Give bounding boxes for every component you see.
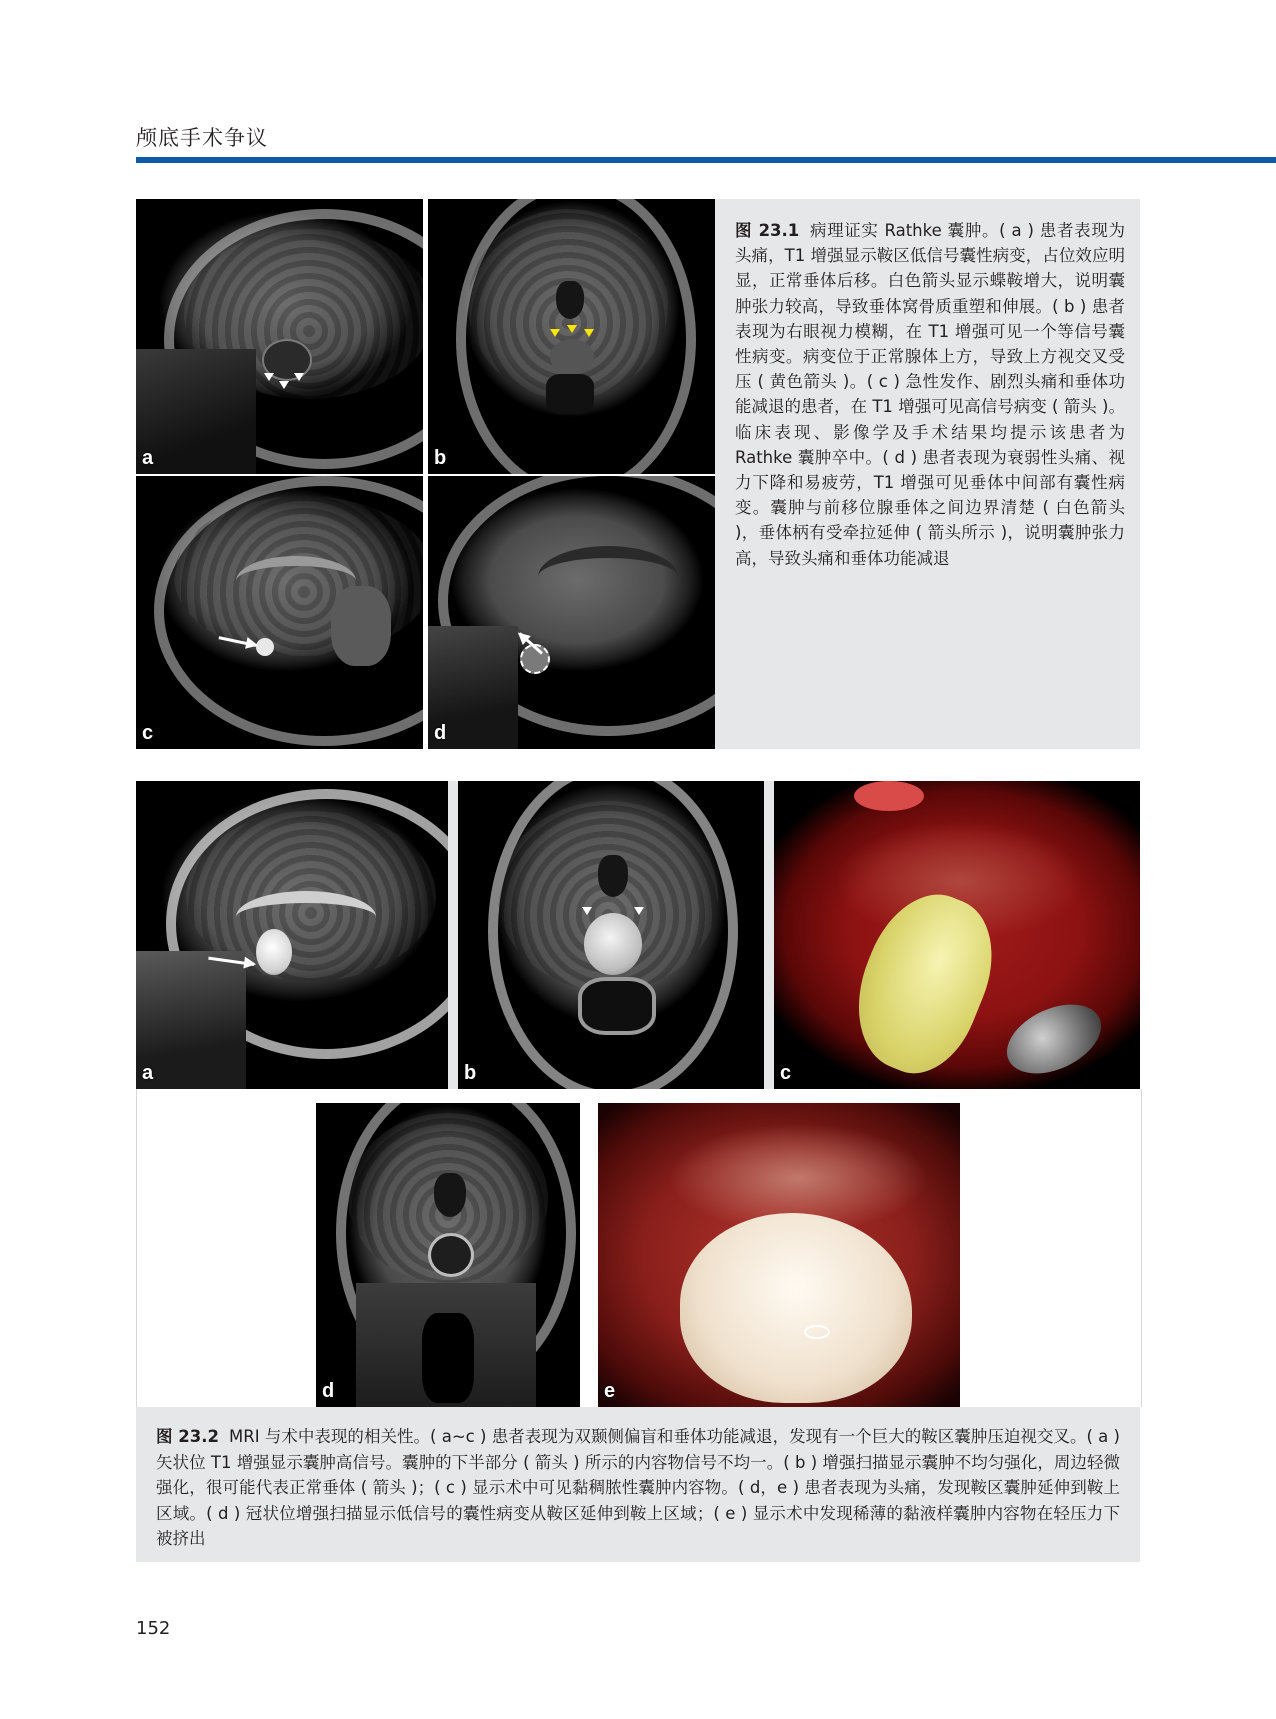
figure-23-2-panel-c-label: c	[780, 1062, 792, 1084]
figure-23-1-panel-d-label: d	[434, 722, 447, 744]
figure-23-2-caption	[156, 1424, 1120, 1552]
figure-23-2-panel-a-label: a	[142, 1062, 154, 1084]
figure-23-1-caption	[735, 218, 1125, 571]
figure-23-2-panel-e	[598, 1103, 960, 1407]
figure-23-2-panel-b	[458, 781, 764, 1089]
figure-23-1-panel-b-label: b	[434, 447, 447, 469]
figure-23-1-panel-b	[428, 199, 715, 474]
figure-23-1-panel-d	[428, 476, 715, 749]
figure-23-1-panel-a	[136, 199, 423, 474]
figure-23-2-panel-d	[316, 1103, 580, 1407]
figure-23-2-panel-d-label: d	[322, 1380, 335, 1402]
figure-23-2-panel-a	[136, 781, 448, 1089]
header-rule	[136, 157, 1276, 163]
figure-23-1-panel-c	[136, 476, 423, 749]
figure-23-2-panel-b-label: b	[464, 1062, 477, 1084]
figure-23-1-panel-c-label: c	[142, 722, 154, 744]
figure-23-2-caption-text: MRI 与术中表现的相关性。( a~c ) 患者表现为双颞侧偏盲和垂体功能减退，发现有一个巨大的鞍区囊肿压迫视交叉。( a ) 矢状位 T1 增强显示囊肿高信号。囊肿的下半部分 ( 箭头 ) 所示的内容物信号不均一。( b ) 增强扫描显示囊肿不均匀强化，周边轻微强化，很可能代表正常垂体 ( 箭头 )；( c ) 显示术中可见黏稠脓性囊肿内容物。( d，e ) 患者表现为头痛，发现鞍区囊肿延伸到鞍上区域。( d ) 冠状位增强扫描显示低信号的囊性病变从鞍区延伸到鞍上区域；( e ) 显示术中发现稀薄的黏液样囊肿内容物在轻压力下被挤出	[156, 1427, 1120, 1548]
page-number: 152	[136, 1618, 171, 1639]
figure-23-1-number: 图 23.1	[735, 221, 800, 240]
figure-23-2-number: 图 23.2	[156, 1427, 219, 1446]
figure-23-1-caption-text: 病理证实 Rathke 囊肿。( a ) 患者表现为头痛，T1 增强显示鞍区低信号囊性病变，占位效应明显，正常垂体后移。白色箭头显示蝶鞍增大，说明囊肿张力较高，导致垂体窝骨质重塑和伸展。( b ) 患者表现为右眼视力模糊，在 T1 增强可见一个等信号囊性病变。病变位于正常腺体上方，导致上方视交叉受压 ( 黄色箭头 )。( c ) 急性发作、剧烈头痛和垂体功能减退的患者，在 T1 增强可见高信号病变 ( 箭头 )。临床表现、影像学及手术结果均提示该患者为 Rathke 囊肿卒中。( d ) 患者表现为衰弱性头痛、视力下降和易疲劳，T1 增强可见垂体中间部有囊性病变。囊肿与前移位腺垂体之间边界清楚 ( 白色箭头 )，垂体柄有受牵拉延伸 ( 箭头所示 )，说明囊肿张力高，导致头痛和垂体功能减退	[735, 221, 1125, 568]
figure-23-2-panel-e-label: e	[604, 1380, 616, 1402]
running-head-title: 颅底手术争议	[136, 126, 268, 150]
figure-23-2-panel-c	[774, 781, 1140, 1089]
figure-23-1-panel-a-label: a	[142, 447, 154, 469]
